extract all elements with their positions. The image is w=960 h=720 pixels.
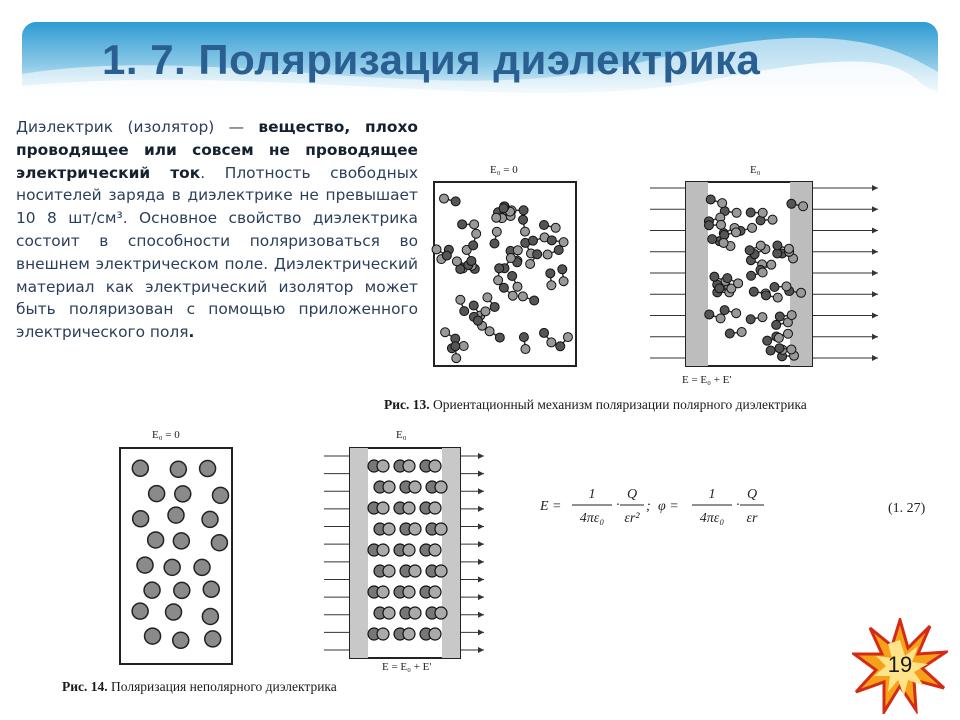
body-text-end: . bbox=[188, 323, 195, 342]
figure-14-diagram bbox=[112, 424, 492, 672]
fig13-caption-prefix: Рис. 13. bbox=[384, 397, 430, 412]
atom bbox=[166, 604, 182, 620]
atom bbox=[202, 608, 218, 624]
atom bbox=[200, 461, 216, 477]
formula-dot-1: · bbox=[616, 498, 620, 513]
figure-13-caption bbox=[384, 397, 807, 413]
fig14-label-top: E₀ bbox=[396, 429, 407, 441]
formula-separator: ; bbox=[646, 499, 651, 514]
polarized-atom bbox=[400, 523, 421, 535]
polarized-atom bbox=[420, 586, 441, 598]
atom bbox=[132, 603, 148, 619]
polarized-atom bbox=[374, 607, 395, 619]
formula-one-1: 1 bbox=[588, 487, 596, 502]
fig14-label-left: E₀ = 0 bbox=[152, 429, 180, 441]
equation-number: (1. 27) bbox=[888, 501, 926, 516]
atom bbox=[213, 487, 229, 503]
polarized-atom bbox=[420, 460, 441, 472]
atom bbox=[133, 511, 149, 527]
atom bbox=[168, 507, 184, 523]
definition-bold: вещество, плохо проводящее или совсем не проводящее электрический ток bbox=[16, 118, 418, 182]
fig13-label-left: E₀ = 0 bbox=[490, 164, 518, 176]
atom bbox=[137, 557, 153, 573]
polarized-atom bbox=[368, 586, 389, 598]
formula-eps-r: εr bbox=[746, 511, 758, 526]
polarized-atom bbox=[368, 502, 389, 514]
atom bbox=[164, 559, 180, 575]
formula-one-2: 1 bbox=[708, 487, 716, 502]
polarized-atom bbox=[426, 565, 447, 577]
polarized-atom bbox=[400, 607, 421, 619]
atom bbox=[211, 535, 227, 551]
formula-E-lhs: E = bbox=[540, 499, 562, 514]
coulomb-formula bbox=[540, 478, 790, 532]
formula-eps-r2: εr² bbox=[624, 511, 640, 526]
polarized-atom bbox=[368, 544, 389, 556]
formula-phi-lhs: φ = bbox=[658, 499, 679, 514]
formula-Q-1: Q bbox=[626, 487, 638, 502]
polarized-atom bbox=[394, 544, 415, 556]
atom bbox=[145, 628, 161, 644]
slide-title: 1. 7. Поляризация диэлектрика bbox=[102, 36, 761, 83]
atom bbox=[170, 461, 186, 477]
fig13-caption-text: Ориентационный механизм поляризации полярного диэлектрика bbox=[433, 397, 807, 412]
polarized-atom bbox=[394, 460, 415, 472]
formula-denominator-2: 4πε₀ bbox=[699, 511, 725, 526]
polarized-atom bbox=[400, 565, 421, 577]
atom bbox=[194, 559, 210, 575]
polarized-atom bbox=[426, 481, 447, 493]
body-text-part1: Диэлектрик (изолятор) — bbox=[16, 118, 259, 136]
atom bbox=[173, 632, 189, 648]
body-text-part2: . Плотность свободных носителей заряда в диэлектрике не превышает 10 8 шт/см³. Основное свойство диэлектрика состоит в способности поляризоваться во внешнем электрическом поле. Диэлектрический материал как электрический изолятор может быть поляризован с помощью приложенного электрического поля bbox=[16, 163, 418, 342]
atom bbox=[174, 582, 190, 598]
body-paragraph bbox=[16, 116, 418, 344]
figure-14-caption bbox=[62, 679, 337, 695]
polarized-atom bbox=[374, 523, 395, 535]
fig14-caption-prefix: Рис. 14. bbox=[62, 679, 108, 694]
formula-dot-2: · bbox=[736, 498, 740, 513]
formula-denominator-1: 4πε₀ bbox=[579, 511, 605, 526]
fig14-right-atoms bbox=[368, 460, 447, 640]
atom bbox=[203, 581, 219, 597]
polarized-atom bbox=[394, 502, 415, 514]
polarized-atom bbox=[420, 544, 441, 556]
fig13-label-top: E₀ bbox=[750, 164, 761, 176]
polarized-atom bbox=[374, 565, 395, 577]
polarized-atom bbox=[420, 628, 441, 640]
atom bbox=[148, 532, 164, 548]
atom bbox=[144, 582, 160, 598]
atom bbox=[202, 511, 218, 527]
atom bbox=[173, 533, 189, 549]
polarized-atom bbox=[374, 481, 395, 493]
fig13-label-bottom: E = E₀ + E' bbox=[682, 374, 732, 386]
formula-Q-2: Q bbox=[746, 487, 758, 502]
atom bbox=[132, 460, 148, 476]
fig14-caption-text: Поляризация неполярного диэлектрика bbox=[111, 679, 337, 694]
atom bbox=[175, 486, 191, 502]
figure-13-diagram bbox=[430, 158, 886, 388]
polarized-atom bbox=[368, 628, 389, 640]
atom bbox=[205, 631, 221, 647]
polarized-atom bbox=[400, 481, 421, 493]
atom bbox=[149, 486, 165, 502]
polarized-atom bbox=[420, 502, 441, 514]
polarized-atom bbox=[394, 628, 415, 640]
page-number: 19 bbox=[887, 652, 913, 677]
polarized-atom bbox=[426, 523, 447, 535]
polarized-atom bbox=[394, 586, 415, 598]
polarized-atom bbox=[426, 607, 447, 619]
polarized-atom bbox=[368, 460, 389, 472]
fig14-label-bottom: E = E₀ + E' bbox=[382, 661, 432, 672]
